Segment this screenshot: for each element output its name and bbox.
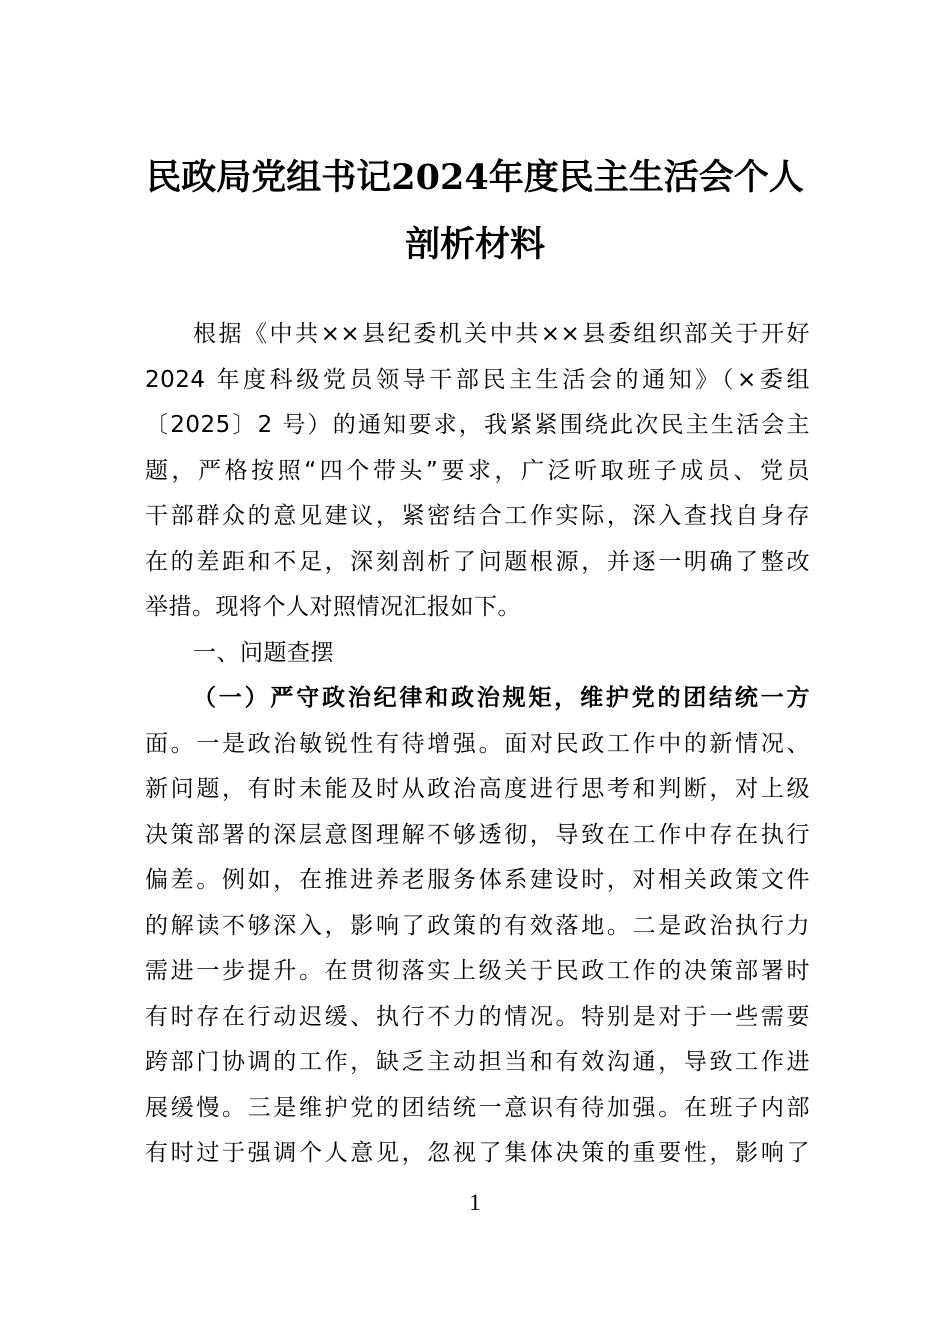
paragraph-line: 决策部署的深层意图理解不够透彻，导致在工作中存在执行 xyxy=(145,821,810,848)
paragraph-line: 〔2025〕2 号）的通知要求，我紧紧围绕此次民主生活会主 xyxy=(145,412,810,438)
paragraph-line: 2024 年度科级党员领导干部民主生活会的通知》（×委组 xyxy=(145,366,810,393)
paragraph-line: 面。一是政治敏锐性有待增强。面对民政工作中的新情况、 xyxy=(145,730,810,757)
paragraph-line: 展缓慢。三是维护党的团结统一意识有待加强。在班子内部 xyxy=(145,1094,810,1121)
document-title-line-1: 民政局党组书记2024年度民主生活会个人 xyxy=(146,157,804,198)
paragraph-line: 新问题，有时未能及时从政治高度进行思考和判断，对上级 xyxy=(145,776,810,802)
paragraph-line: 举措。现将个人对照情况汇报如下。 xyxy=(145,594,521,620)
paragraph-line: 偏差。例如，在推进养老服务体系建设时，对相关政策文件 xyxy=(145,867,810,893)
paragraph-line: 在的差距和不足，深刻剖析了问题根源，并逐一明确了整改 xyxy=(145,548,810,575)
paragraph-line: 有时存在行动迟缓、执行不力的情况。特别是对于一些需要 xyxy=(145,1003,810,1030)
subsection-heading-line: （一）严守政治纪律和政治规矩，维护党的团结统一方 xyxy=(193,685,810,711)
document-body xyxy=(145,312,810,1177)
paragraph-line: 干部群众的意见建议，紧密结合工作实际，深入查找自身存 xyxy=(145,503,810,529)
paragraph-line: 有时过于强调个人意见，忽视了集体决策的重要性，影响了 xyxy=(145,1140,810,1166)
paragraph-line: 根据《中共××县纪委机关中共××县委组织部关于开好 xyxy=(193,321,810,347)
document-title-line-2: 剖析材料 xyxy=(404,224,545,265)
section-heading: 一、问题查摆 xyxy=(193,639,334,666)
paragraph-line: 题，严格按照“四个带头”要求，广泛听取班子成员、党员 xyxy=(145,457,810,484)
page-number: 1 xyxy=(469,1190,481,1215)
paragraph-line: 的解读不够深入，影响了政策的有效落地。二是政治执行力 xyxy=(145,912,810,939)
paragraph-line: 需进一步提升。在贯彻落实上级关于民政工作的决策部署时 xyxy=(145,958,810,984)
paragraph-line: 跨部门协调的工作，缺乏主动担当和有效沟通，导致工作进 xyxy=(145,1049,810,1075)
